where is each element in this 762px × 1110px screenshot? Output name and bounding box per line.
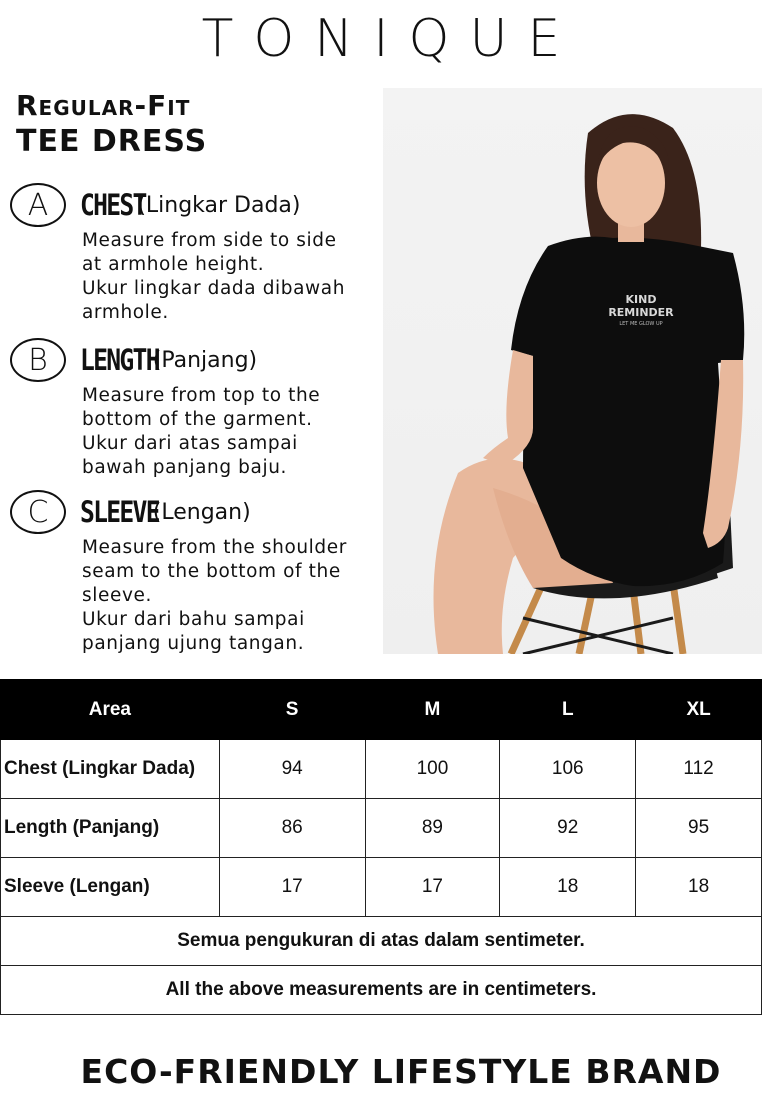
letter-a-badge: A xyxy=(10,183,66,227)
table-cell: 17 xyxy=(365,858,500,917)
product-title-line1: Regular-Fit xyxy=(16,89,191,122)
model-illustration xyxy=(383,88,762,654)
size-chart-table xyxy=(0,679,762,1015)
table-cell: 94 xyxy=(219,740,365,799)
spec-chest xyxy=(10,183,380,325)
note-row-indonesian xyxy=(1,917,762,966)
table-cell: 112 xyxy=(636,740,762,799)
product-title-line2: TEE DRESS xyxy=(16,124,208,159)
table-cell: 92 xyxy=(500,799,636,858)
chair-wires xyxy=(523,618,673,654)
row-label: Chest (Lingkar Dada) xyxy=(1,740,220,799)
column-header-xl: XL xyxy=(636,680,762,740)
table-row xyxy=(1,740,762,799)
measurement-note-id: Semua pengukuran di atas dalam sentimeter. xyxy=(1,917,762,966)
letter-c-badge: C xyxy=(10,490,66,534)
column-header-s: S xyxy=(219,680,365,740)
column-header-l: L xyxy=(500,680,636,740)
table-cell: 100 xyxy=(365,740,500,799)
table-cell: 89 xyxy=(365,799,500,858)
spec-description: Measure from side to side at armhole height. Ukur lingkar dada dibawah armhole. xyxy=(82,230,346,323)
table-header-row xyxy=(1,680,762,740)
spec-description: Measure from top to the bottom of the garment. Ukur dari atas sampai bawah panjang baju. xyxy=(82,385,321,478)
column-header-m: M xyxy=(365,680,500,740)
brand-tagline: ECO-FRIENDLY LIFESTYLE BRAND xyxy=(80,1052,722,1091)
table-cell: 95 xyxy=(636,799,762,858)
table-cell: 17 xyxy=(219,858,365,917)
row-label: Sleeve (Lengan) xyxy=(1,858,220,917)
table-row xyxy=(1,858,762,917)
brand-logo: TONIQUE xyxy=(201,9,581,69)
shirt-print-line1: KIND xyxy=(625,293,657,306)
shirt-print-line3: LET ME GLOW UP xyxy=(619,321,663,327)
spec-subtitle: (Lingkar Dada) xyxy=(137,192,301,218)
letter-b-badge: B xyxy=(10,338,66,382)
spec-length xyxy=(10,338,380,480)
column-header-area: Area xyxy=(1,680,220,740)
product-title xyxy=(16,88,207,160)
spec-name: CHEST xyxy=(80,188,146,222)
shirt-print-line2: REMINDER xyxy=(608,306,674,319)
table-cell: 106 xyxy=(500,740,636,799)
spec-name: SLEEVE xyxy=(80,495,159,529)
table-cell: 86 xyxy=(219,799,365,858)
table-row xyxy=(1,799,762,858)
spec-subtitle: (Lengan) xyxy=(152,499,251,525)
spec-sleeve xyxy=(10,490,380,656)
spec-description: Measure from the shoulder seam to the bottom of the sleeve. Ukur dari bahu sampai panjang ujung tangan. xyxy=(82,537,347,654)
spec-name: LENGTH xyxy=(80,343,159,377)
note-row-english xyxy=(1,966,762,1015)
measurement-note-en: All the above measurements are in centimeters. xyxy=(1,966,762,1015)
table-cell: 18 xyxy=(636,858,762,917)
model-photo xyxy=(383,88,762,654)
table-cell: 18 xyxy=(500,858,636,917)
row-label: Length (Panjang) xyxy=(1,799,220,858)
spec-subtitle: (Panjang) xyxy=(152,347,258,373)
